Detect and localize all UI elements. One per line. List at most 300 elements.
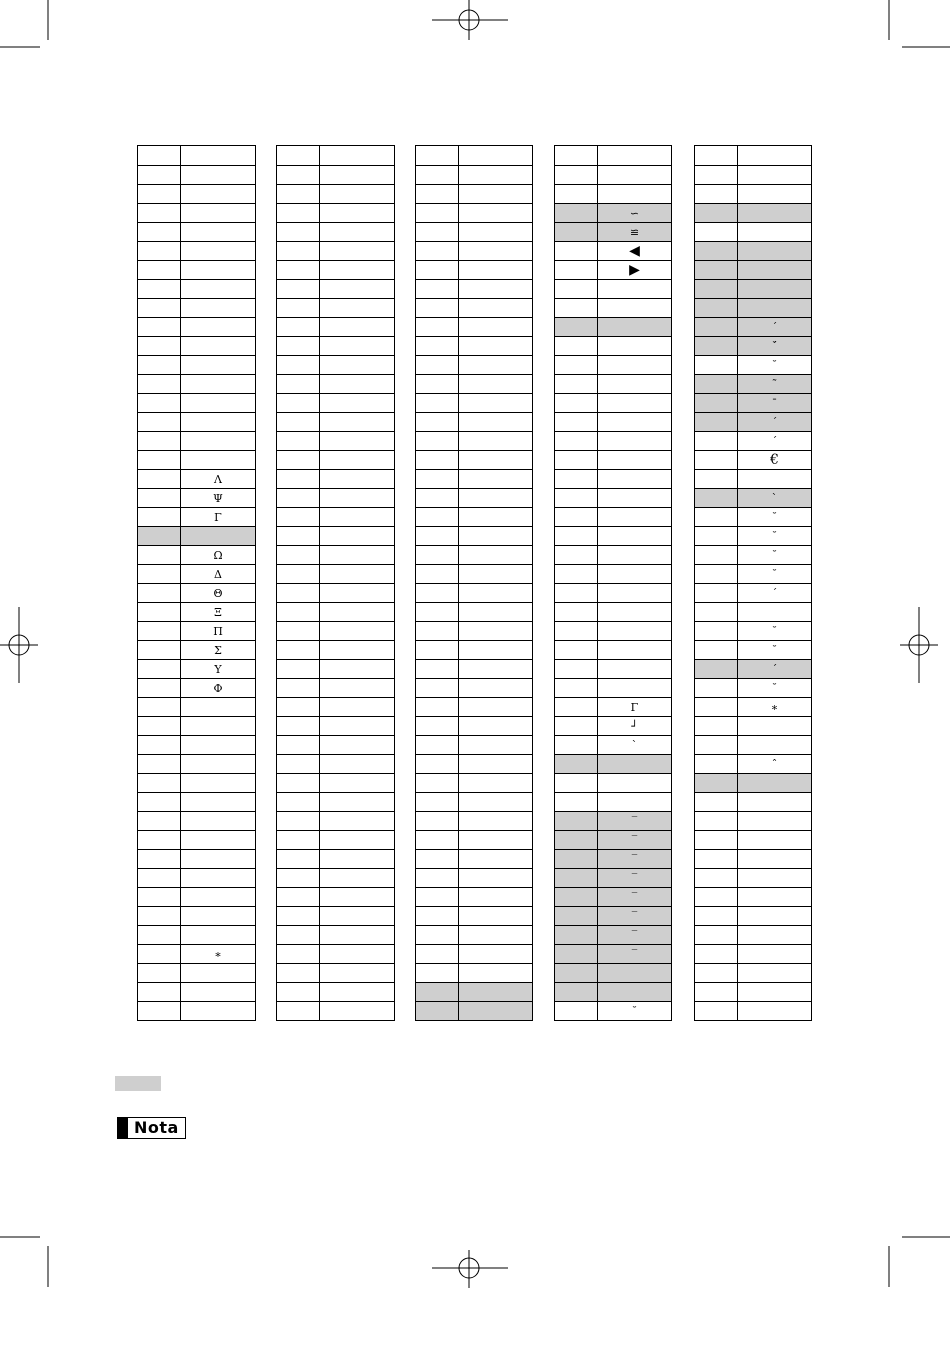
- code-cell: [277, 432, 320, 450]
- code-cell: [277, 869, 320, 887]
- char-cell: [181, 356, 255, 374]
- table-row: [416, 393, 532, 412]
- table-row: [416, 963, 532, 982]
- code-cell: [416, 166, 459, 184]
- char-cell: [738, 261, 811, 279]
- char-cell: [181, 280, 255, 298]
- table-row: [695, 203, 811, 222]
- table-row: [277, 355, 394, 374]
- code-cell: [277, 584, 320, 602]
- code-cell: [416, 394, 459, 412]
- code-cell: [138, 318, 181, 336]
- code-cell: [277, 299, 320, 317]
- code-cell: [277, 413, 320, 431]
- code-cell: [138, 166, 181, 184]
- table-row: [416, 564, 532, 583]
- code-cell: [277, 337, 320, 355]
- table-row: [277, 678, 394, 697]
- char-cell: [598, 337, 671, 355]
- code-cell: [277, 698, 320, 716]
- char-cell: ‾: [631, 833, 638, 847]
- char-cell: ‾: [631, 814, 638, 828]
- code-cell: [416, 584, 459, 602]
- char-cell: [320, 242, 394, 260]
- char-cell: [738, 869, 811, 887]
- table-row: [416, 469, 532, 488]
- code-cell: [416, 869, 459, 887]
- code-cell: [555, 983, 598, 1001]
- table-row: [695, 469, 811, 488]
- table-row: [138, 431, 255, 450]
- table-row: [555, 868, 671, 887]
- table-row: [555, 260, 671, 279]
- code-cell: [277, 242, 320, 260]
- char-cell: [459, 641, 532, 659]
- char-cell: [320, 280, 394, 298]
- char-cell: [320, 489, 394, 507]
- char-cell: ‾: [631, 928, 638, 942]
- code-cell: [695, 242, 738, 260]
- table-row: [695, 602, 811, 621]
- code-cell: [277, 470, 320, 488]
- table-row: [555, 1001, 671, 1020]
- code-cell: [277, 261, 320, 279]
- table-row: [138, 678, 255, 697]
- char-cell: Δ: [214, 567, 222, 581]
- code-cell: [555, 432, 598, 450]
- code-cell: [555, 679, 598, 697]
- table-row: [138, 450, 255, 469]
- code-cell: [277, 679, 320, 697]
- char-cell: [181, 850, 255, 868]
- table-row: [416, 678, 532, 697]
- code-cell: [416, 546, 459, 564]
- code-cell: [555, 166, 598, 184]
- char-cell: [320, 318, 394, 336]
- table-row: [277, 982, 394, 1001]
- char-cell: [738, 888, 811, 906]
- code-cell: [695, 337, 738, 355]
- char-cell: [459, 565, 532, 583]
- char-cell: ‾: [631, 871, 638, 885]
- code-cell: [138, 603, 181, 621]
- char-cell: [738, 1002, 811, 1020]
- char-cell: [320, 337, 394, 355]
- table-row: [555, 165, 671, 184]
- char-cell: [459, 717, 532, 735]
- char-cell: [598, 356, 671, 374]
- table-row: [138, 621, 255, 640]
- table-row: [277, 602, 394, 621]
- table-row: [695, 773, 811, 792]
- code-cell: [416, 185, 459, 203]
- table-row: [416, 640, 532, 659]
- table-row: [138, 393, 255, 412]
- code-cell: [138, 565, 181, 583]
- char-cell: [459, 774, 532, 792]
- code-cell: [555, 280, 598, 298]
- code-cell: [277, 717, 320, 735]
- code-cell: [416, 964, 459, 982]
- code-cell: [416, 641, 459, 659]
- table-row: [555, 203, 671, 222]
- char-cell: [320, 907, 394, 925]
- char-cell: [320, 717, 394, 735]
- table-row: [277, 697, 394, 716]
- table-row: [695, 735, 811, 754]
- table-row: [416, 811, 532, 830]
- table-row: [555, 431, 671, 450]
- code-cell: [416, 337, 459, 355]
- char-cell: [459, 508, 532, 526]
- char-cell: [181, 926, 255, 944]
- table-row: [695, 545, 811, 564]
- table-row: [416, 222, 532, 241]
- code-cell: [416, 983, 459, 1001]
- table-row: [138, 241, 255, 260]
- char-cell: ≌: [629, 225, 640, 239]
- code-cell: [695, 698, 738, 716]
- code-cell: [695, 983, 738, 1001]
- table-row: [695, 488, 811, 507]
- table-row: [555, 450, 671, 469]
- table-row: [695, 697, 811, 716]
- table-row: [695, 659, 811, 678]
- code-cell: [416, 660, 459, 678]
- char-cell: ∽: [629, 206, 640, 220]
- char-cell: [459, 850, 532, 868]
- char-cell: [459, 413, 532, 431]
- char-cell: [181, 793, 255, 811]
- code-cell: [695, 622, 738, 640]
- char-cell: [320, 451, 394, 469]
- char-cell: Γ: [630, 700, 639, 714]
- char-cell: [459, 470, 532, 488]
- char-cell: [320, 166, 394, 184]
- code-cell: [695, 470, 738, 488]
- char-cell: [320, 793, 394, 811]
- char-cell: [598, 546, 671, 564]
- table-row: [695, 298, 811, 317]
- char-cell: [459, 603, 532, 621]
- table-row: [277, 526, 394, 545]
- code-cell: [416, 470, 459, 488]
- table-row: [277, 849, 394, 868]
- table-row: [695, 412, 811, 431]
- table-row: [138, 754, 255, 773]
- char-cell: [738, 926, 811, 944]
- code-cell: [138, 945, 181, 963]
- table-row: [277, 564, 394, 583]
- table-row: [555, 222, 671, 241]
- table-row: [277, 393, 394, 412]
- code-cell: [695, 451, 738, 469]
- code-cell: [416, 945, 459, 963]
- code-cell: [555, 318, 598, 336]
- char-cell: [320, 546, 394, 564]
- char-cell: [320, 679, 394, 697]
- char-cell: [181, 185, 255, 203]
- code-cell: [555, 926, 598, 944]
- code-cell: [138, 337, 181, 355]
- char-cell: [738, 907, 811, 925]
- char-cell: [320, 394, 394, 412]
- code-cell: [555, 831, 598, 849]
- table-row: [555, 982, 671, 1001]
- char-cell: [459, 1002, 532, 1020]
- code-cell: [416, 451, 459, 469]
- table-row: [138, 982, 255, 1001]
- code-cell: [277, 907, 320, 925]
- char-cell: ˋ: [771, 491, 778, 505]
- code-cell: [416, 850, 459, 868]
- table-row: [695, 1001, 811, 1020]
- char-cell: [598, 964, 671, 982]
- table-row: [277, 925, 394, 944]
- code-cell: [555, 413, 598, 431]
- code-cell: [138, 299, 181, 317]
- table-row: [555, 583, 671, 602]
- char-cell: [181, 299, 255, 317]
- table-row: [416, 716, 532, 735]
- code-cell: [138, 774, 181, 792]
- char-cell: [459, 869, 532, 887]
- char-cell: ┘: [631, 719, 638, 733]
- code-cell: [416, 622, 459, 640]
- code-cell: [138, 793, 181, 811]
- code-cell: [138, 261, 181, 279]
- table-row: [416, 621, 532, 640]
- code-cell: [555, 755, 598, 773]
- char-cell: [459, 983, 532, 1001]
- char-cell: [181, 831, 255, 849]
- char-cell: [459, 584, 532, 602]
- char-cell: Γ: [214, 510, 222, 524]
- table-row: [277, 640, 394, 659]
- table-row: [555, 241, 671, 260]
- code-cell: [555, 774, 598, 792]
- char-cell: [181, 755, 255, 773]
- code-cell: [277, 565, 320, 583]
- table-row: [138, 849, 255, 868]
- char-table-col-4: [554, 145, 672, 1021]
- char-cell: [598, 774, 671, 792]
- char-table-col-1: [137, 145, 256, 1021]
- table-row: [555, 735, 671, 754]
- table-row: [277, 716, 394, 735]
- char-cell: [459, 375, 532, 393]
- table-row: [277, 583, 394, 602]
- char-cell: [598, 470, 671, 488]
- char-cell: [320, 185, 394, 203]
- char-cell: [181, 318, 255, 336]
- code-cell: [277, 831, 320, 849]
- char-cell: [459, 432, 532, 450]
- char-cell: [738, 812, 811, 830]
- table-row: [695, 678, 811, 697]
- code-cell: [416, 1002, 459, 1020]
- table-row: [695, 640, 811, 659]
- char-cell: Σ: [214, 643, 222, 657]
- char-cell: [738, 736, 811, 754]
- char-cell: [320, 356, 394, 374]
- char-cell: [598, 432, 671, 450]
- code-cell: [555, 508, 598, 526]
- code-cell: [277, 394, 320, 412]
- char-cell: [320, 413, 394, 431]
- char-cell: [598, 679, 671, 697]
- note-marker-bar: [118, 1118, 128, 1138]
- code-cell: [138, 831, 181, 849]
- char-cell: ˘: [771, 681, 778, 695]
- table-row: [695, 925, 811, 944]
- table-row: [416, 602, 532, 621]
- code-cell: [555, 546, 598, 564]
- char-cell: ˘: [771, 358, 778, 372]
- char-cell: [181, 242, 255, 260]
- table-row: [138, 697, 255, 716]
- char-cell: [738, 983, 811, 1001]
- code-cell: [416, 774, 459, 792]
- char-cell: [738, 204, 811, 222]
- code-cell: [138, 242, 181, 260]
- char-cell: [738, 793, 811, 811]
- code-cell: [695, 755, 738, 773]
- char-cell: [181, 888, 255, 906]
- header-char-cell: [320, 146, 394, 165]
- char-cell: [598, 185, 671, 203]
- table-row: [416, 944, 532, 963]
- table-row: [416, 735, 532, 754]
- char-cell: [598, 394, 671, 412]
- char-table-col-3: [415, 145, 533, 1021]
- char-cell: [320, 299, 394, 317]
- code-cell: [138, 527, 181, 545]
- code-cell: [138, 736, 181, 754]
- code-cell: [277, 546, 320, 564]
- char-cell: [459, 337, 532, 355]
- code-cell: [277, 1002, 320, 1020]
- table-row: [695, 849, 811, 868]
- code-cell: [277, 622, 320, 640]
- char-cell: [598, 755, 671, 773]
- code-cell: [277, 603, 320, 621]
- char-cell: [320, 508, 394, 526]
- code-cell: [695, 660, 738, 678]
- table-row: [416, 507, 532, 526]
- code-cell: [416, 888, 459, 906]
- code-cell: [277, 964, 320, 982]
- code-cell: [416, 356, 459, 374]
- code-cell: [555, 527, 598, 545]
- table-row: [555, 374, 671, 393]
- char-cell: [459, 185, 532, 203]
- char-cell: ˘: [771, 529, 778, 543]
- code-cell: [555, 793, 598, 811]
- char-cell: €: [770, 452, 779, 468]
- table-row: [695, 811, 811, 830]
- code-cell: [555, 242, 598, 260]
- table-row: [277, 868, 394, 887]
- table-row: [555, 963, 671, 982]
- char-cell: [181, 375, 255, 393]
- char-cell: ˊ: [771, 320, 778, 334]
- table-row: [555, 792, 671, 811]
- char-cell: [598, 641, 671, 659]
- note-heading: [117, 1117, 186, 1139]
- table-row: [416, 659, 532, 678]
- code-cell: [695, 261, 738, 279]
- code-cell: [277, 508, 320, 526]
- header-code-cell: [695, 146, 738, 165]
- table-row: [695, 336, 811, 355]
- table-row: [695, 564, 811, 583]
- char-cell: [459, 888, 532, 906]
- table-row: [277, 336, 394, 355]
- table-row: [138, 165, 255, 184]
- table-row: [138, 716, 255, 735]
- code-cell: [695, 185, 738, 203]
- table-row: [555, 507, 671, 526]
- code-cell: [277, 850, 320, 868]
- char-cell: [320, 204, 394, 222]
- code-cell: [555, 337, 598, 355]
- char-cell: [320, 774, 394, 792]
- table-row: [138, 412, 255, 431]
- table-row: [695, 982, 811, 1001]
- char-cell: [181, 527, 255, 545]
- header-code-cell: [277, 146, 320, 165]
- char-cell: ∗: [214, 947, 222, 961]
- table-row: [416, 982, 532, 1001]
- note-label: Nota: [134, 1118, 179, 1137]
- table-row: [277, 754, 394, 773]
- code-cell: [138, 660, 181, 678]
- table-header-row: [416, 146, 532, 165]
- code-cell: [416, 242, 459, 260]
- table-row: [555, 602, 671, 621]
- table-row: [695, 830, 811, 849]
- table-row: [138, 735, 255, 754]
- char-cell: Ψ: [213, 491, 223, 505]
- char-cell: [320, 831, 394, 849]
- table-row: [695, 374, 811, 393]
- char-cell: [459, 451, 532, 469]
- header-code-cell: [138, 146, 181, 165]
- code-cell: [277, 280, 320, 298]
- char-cell: ˘: [771, 567, 778, 581]
- char-cell: [459, 793, 532, 811]
- char-cell: Ξ: [214, 605, 222, 619]
- code-cell: [695, 641, 738, 659]
- code-cell: [138, 1002, 181, 1020]
- code-cell: [695, 546, 738, 564]
- table-row: [695, 507, 811, 526]
- code-cell: [695, 717, 738, 735]
- char-cell: [598, 565, 671, 583]
- table-row: [416, 526, 532, 545]
- table-row: [138, 773, 255, 792]
- char-cell: Φ: [213, 681, 223, 695]
- table-row: [138, 925, 255, 944]
- table-row: [138, 868, 255, 887]
- char-cell: [320, 736, 394, 754]
- char-cell: Θ: [213, 586, 223, 600]
- table-row: [416, 355, 532, 374]
- char-cell: [738, 964, 811, 982]
- table-row: [416, 830, 532, 849]
- code-cell: [555, 261, 598, 279]
